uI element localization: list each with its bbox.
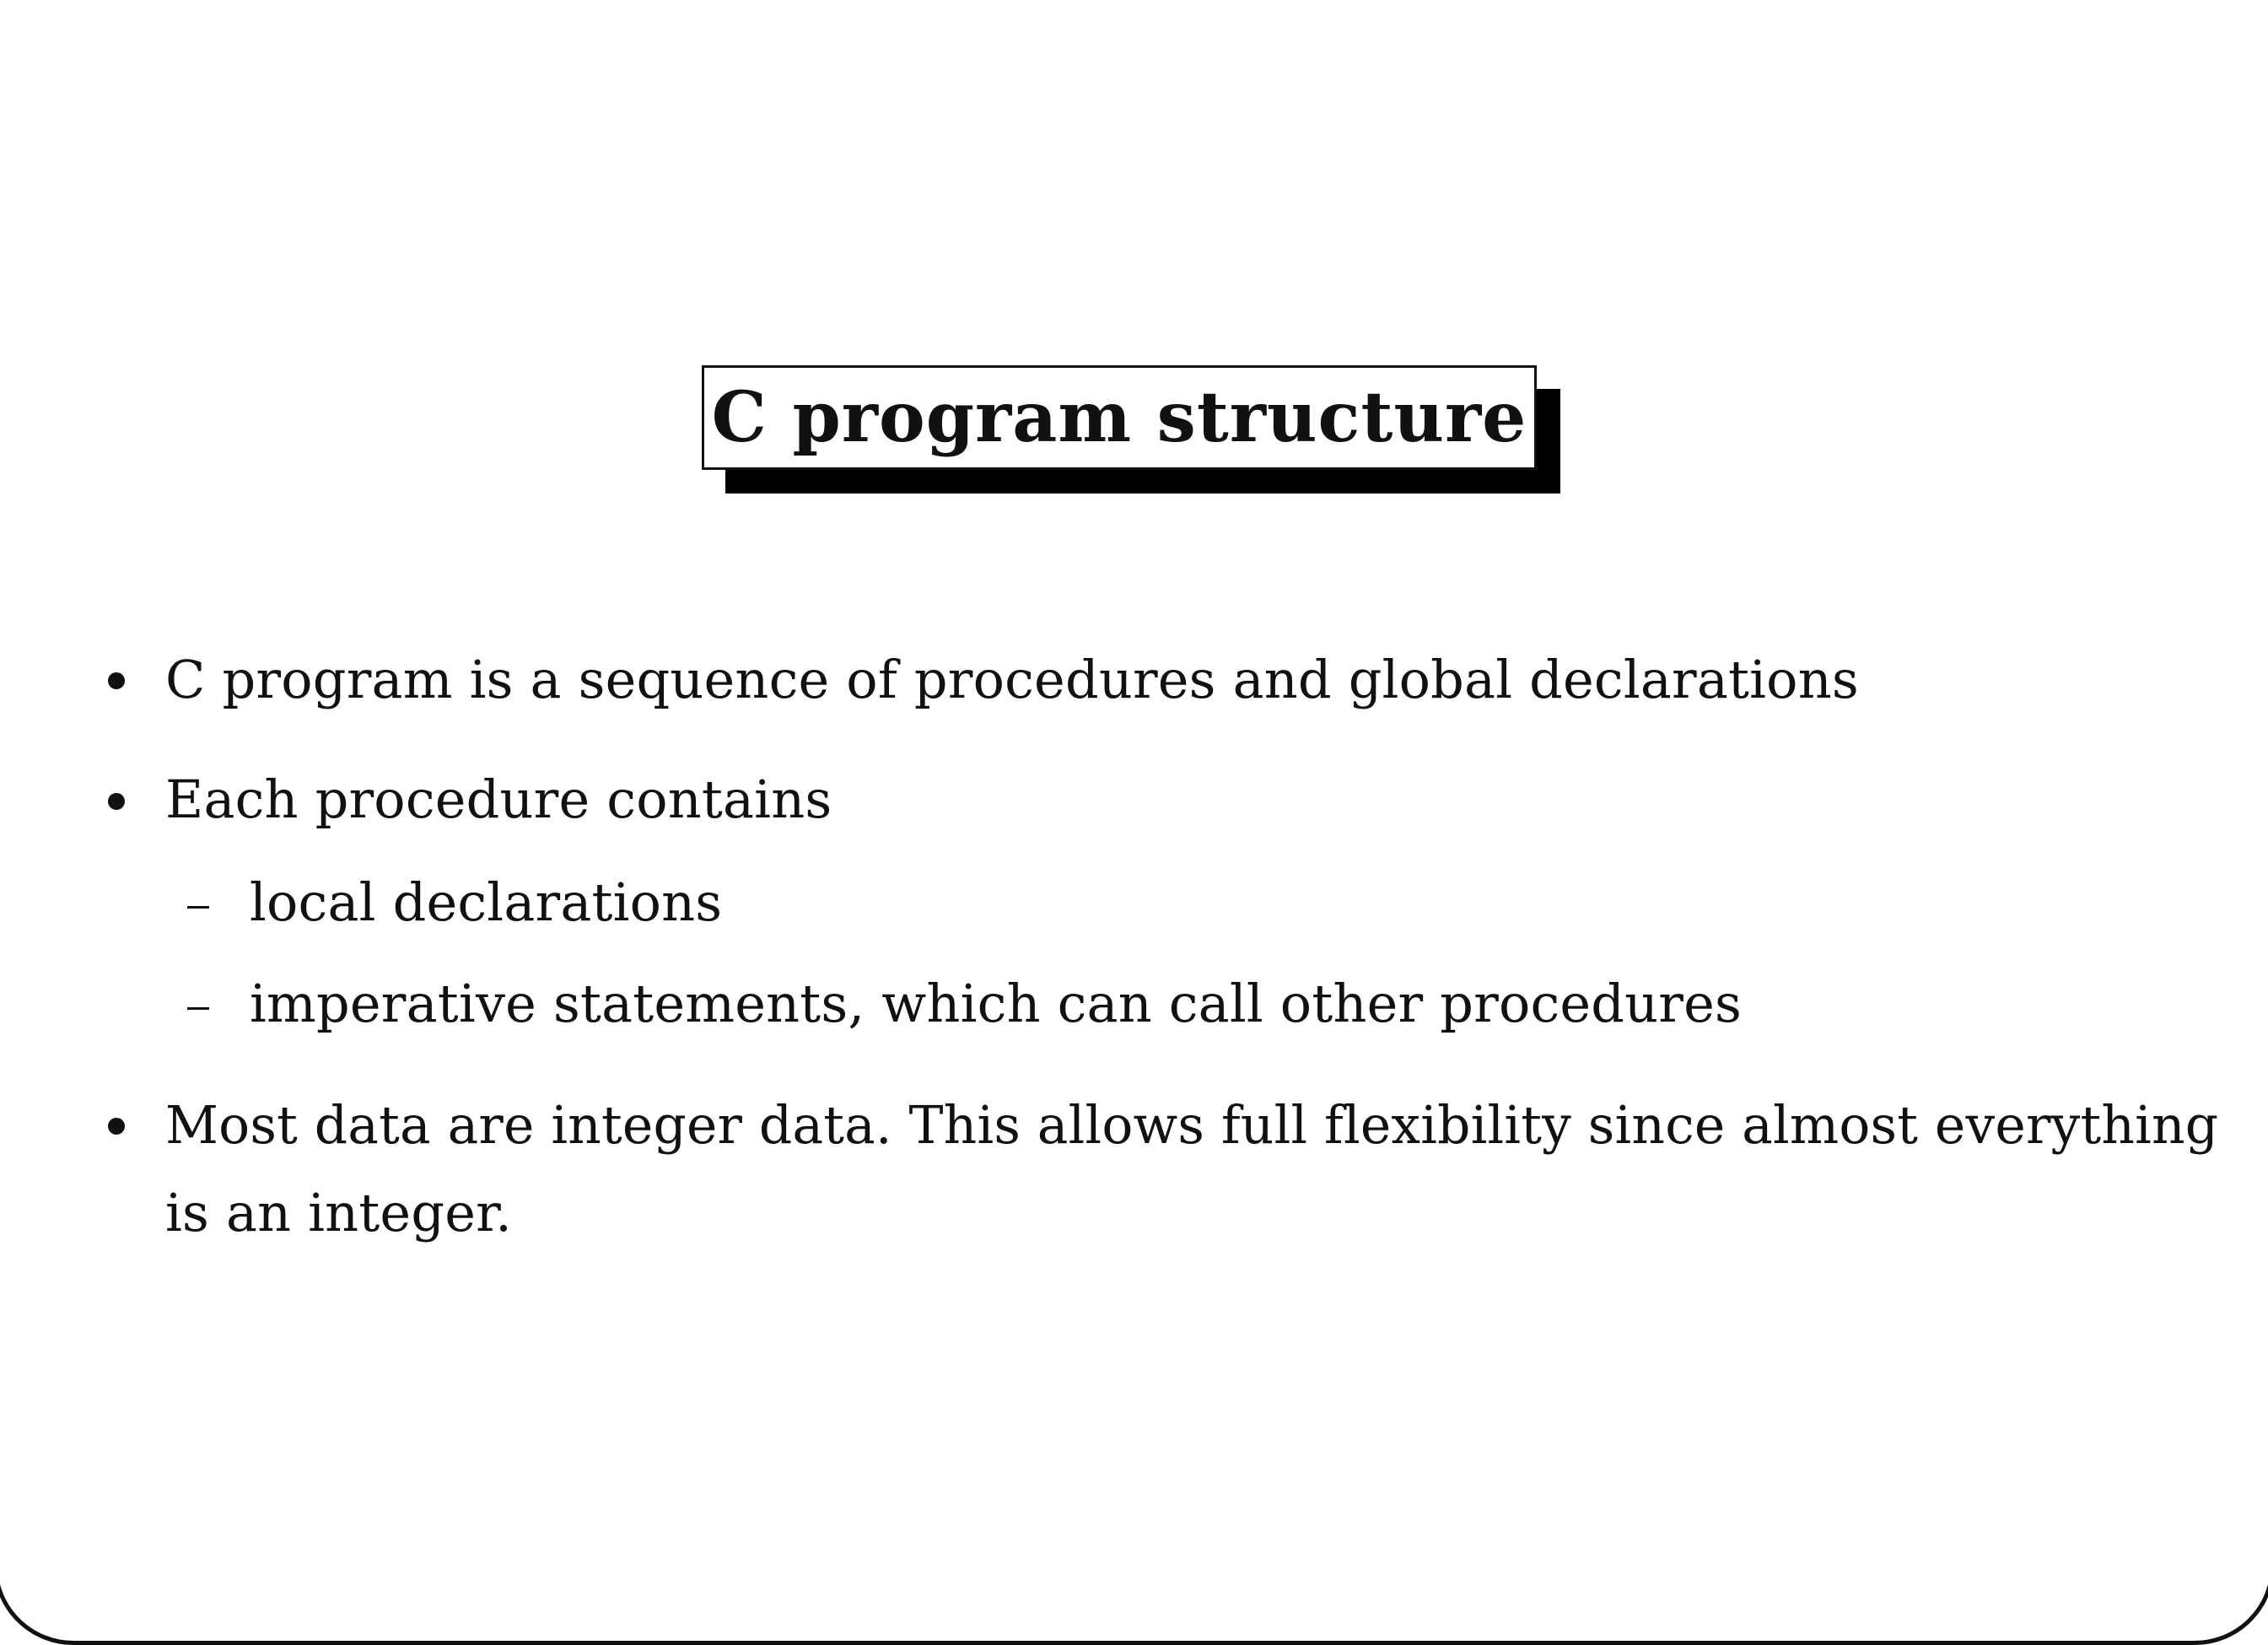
bullet-3-text-line-2: is an integer. xyxy=(165,1182,513,1243)
subitem-1-text: local declarations xyxy=(250,871,723,933)
bullet-1-text: C program is a sequence of procedures and global declarations xyxy=(165,649,1859,710)
bullet-dot xyxy=(108,793,125,810)
bullet-dot xyxy=(108,1118,125,1135)
sub-bullet-dash xyxy=(187,906,209,909)
slide-title: C program structure xyxy=(711,377,1527,458)
sub-bullet-dash xyxy=(187,1007,209,1010)
bullet-dot xyxy=(108,672,125,689)
bullet-2-text: Each procedure contains xyxy=(165,769,832,830)
subitem-2-text: imperative statements, which can call other procedures xyxy=(250,973,1743,1034)
bullet-3-text-line-1: Most data are integer data. This allows full flexibility since almost everything xyxy=(165,1094,2219,1156)
